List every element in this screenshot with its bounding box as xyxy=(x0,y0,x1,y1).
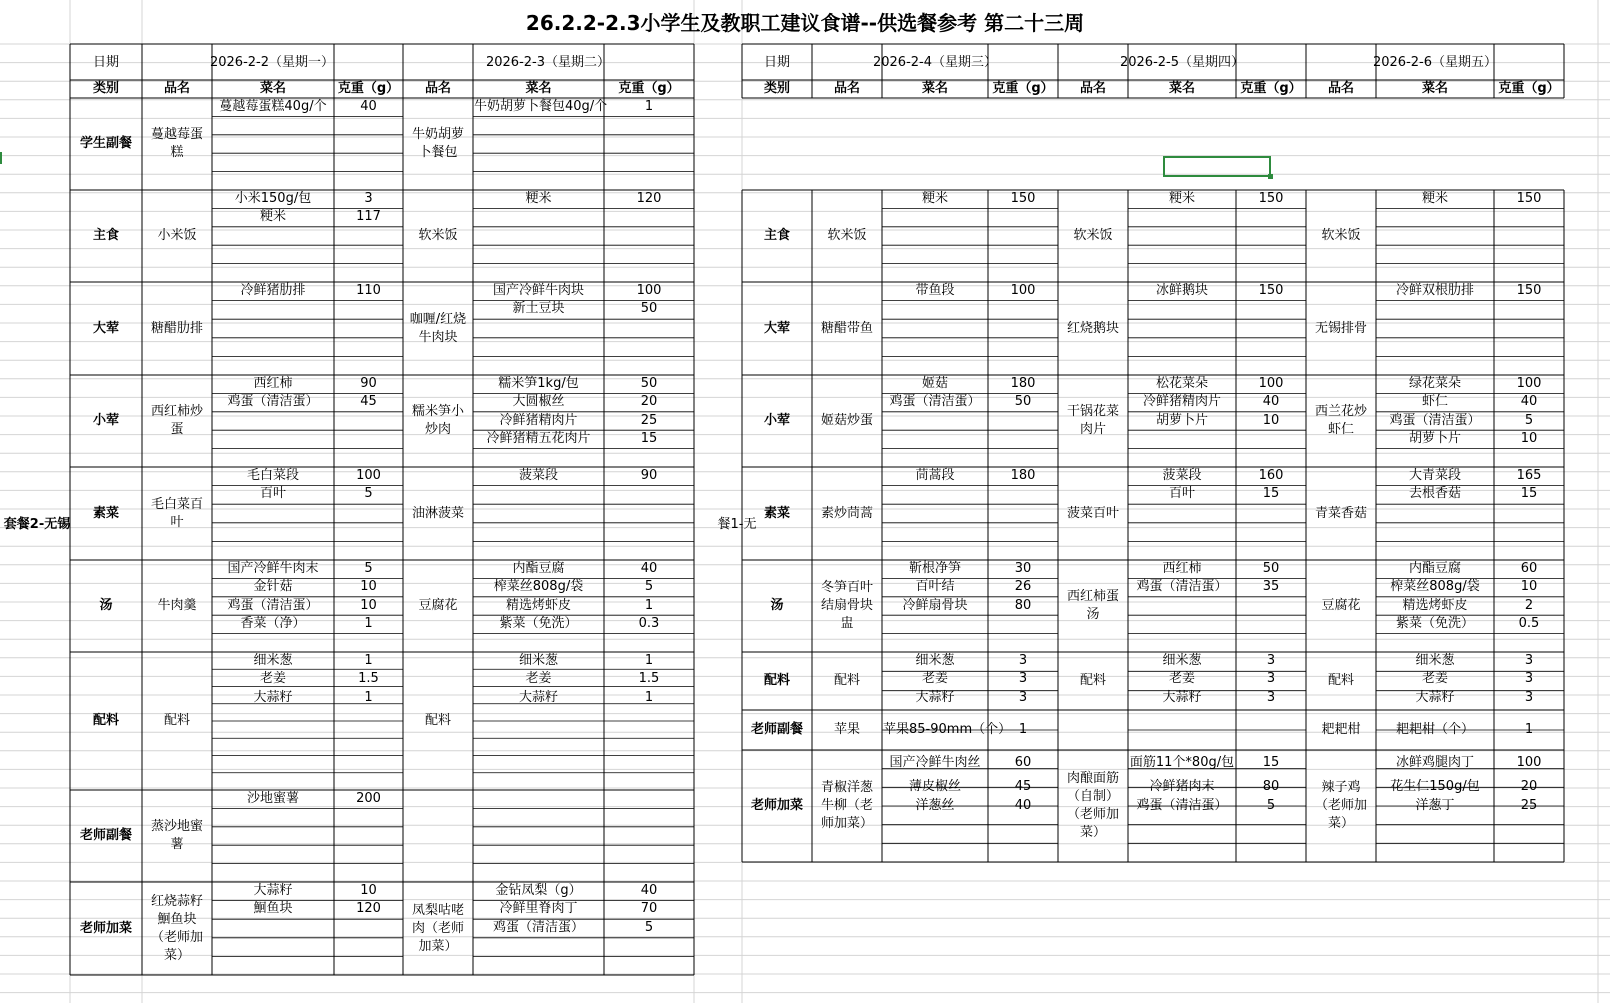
dish-cell: 西红柿蛋汤 xyxy=(1066,589,1119,622)
weight-cell: 90 xyxy=(360,376,377,391)
dish-cell: 配料 xyxy=(1327,673,1354,688)
weight-cell: 3 xyxy=(1266,689,1276,705)
weight-header: 克重（g） xyxy=(1498,81,1560,96)
ingredient-cell: 粳米 xyxy=(525,191,552,206)
ingredient-cell: 金钻凤梨（g） xyxy=(495,883,582,898)
weight-cell: 150 xyxy=(1516,283,1542,298)
weight-cell: 3 xyxy=(1018,689,1028,705)
dish-cell: 青菜香菇 xyxy=(1314,505,1367,521)
ingredient-cell: 新土豆块 xyxy=(512,301,565,317)
dish-header: 品名 xyxy=(1079,81,1107,96)
category-cell: 配料 xyxy=(763,673,790,688)
weight-cell: 40 xyxy=(640,883,658,898)
ingredient-cell: 靳根净笋 xyxy=(908,561,961,576)
weight-cell: 25 xyxy=(1520,797,1538,813)
dish-header: 品名 xyxy=(163,81,191,96)
ingredient-cell: 大蒜籽 xyxy=(1162,689,1202,705)
ingredient-cell: 国产冷鲜牛肉丝 xyxy=(889,755,981,770)
weight-cell: 45 xyxy=(360,394,377,410)
weight-cell: 3 xyxy=(1524,653,1534,668)
page-title: 26.2.2-2.3小学生及教职工建议食谱--供选餐参考 第二十三周 xyxy=(525,11,1085,35)
ingredient-cell: 苹果85-90mm（个） xyxy=(883,722,1012,737)
ingredient-cell: 蔓越莓蛋糕40g/个 xyxy=(219,99,327,114)
weight-cell: 1 xyxy=(644,99,654,114)
weight-cell: 15 xyxy=(1520,486,1538,502)
weight-cell: 160 xyxy=(1258,468,1284,483)
weight-cell: 5 xyxy=(644,579,654,595)
weight-cell: 1 xyxy=(1018,722,1028,737)
category-cell: 小荤 xyxy=(763,413,790,428)
dish-cell: 糖醋带鱼 xyxy=(820,320,873,336)
day-header: 2026-2-2（星期一） xyxy=(209,55,335,70)
weight-cell: 1.5 xyxy=(638,671,660,687)
weight-cell: 3 xyxy=(1266,653,1276,668)
ingredient-cell: 冷鲜双根肋排 xyxy=(1395,283,1474,298)
weight-cell: 3 xyxy=(1524,689,1534,705)
ingredient-cell: 带鱼段 xyxy=(915,283,955,298)
active-cell-selection[interactable] xyxy=(1163,156,1271,177)
meal1-label: 餐1-无 xyxy=(717,517,757,532)
weight-cell: 60 xyxy=(1014,755,1032,770)
weight-cell: 30 xyxy=(1014,561,1032,576)
weight-cell: 1.5 xyxy=(358,671,379,687)
ingredient-cell: 菠菜段 xyxy=(1162,468,1202,483)
dish-cell: 糖醋肋排 xyxy=(150,320,203,336)
ingredient-cell: 精选烤虾皮 xyxy=(505,597,571,613)
ingredient-cell: 花生仁150g/包 xyxy=(1390,779,1480,795)
dish-header: 品名 xyxy=(1327,81,1355,96)
dish-cell: 配料 xyxy=(163,713,190,728)
ingredient-cell: 大蒜籽 xyxy=(915,689,955,705)
category-cell: 汤 xyxy=(99,598,113,613)
weight-cell: 10 xyxy=(360,883,377,898)
weight-cell: 10 xyxy=(1262,412,1280,428)
day-header: 2026-2-6（星期五） xyxy=(1372,55,1498,70)
dish-cell: 配料 xyxy=(424,713,451,728)
row-marker xyxy=(0,152,2,164)
weight-cell: 50 xyxy=(640,301,658,317)
weight-cell: 5 xyxy=(364,561,373,576)
weight-cell: 35 xyxy=(1262,579,1280,595)
ingredient-cell: 鸡蛋（清洁蛋） xyxy=(1136,579,1228,595)
dish-cell: 牛肉羹 xyxy=(157,598,197,613)
weight-cell: 1 xyxy=(1524,722,1534,737)
ingredient-header: 菜名 xyxy=(259,81,287,96)
dish-cell: 姬菇炒蛋 xyxy=(820,413,873,428)
ingredient-cell: 茼蒿段 xyxy=(915,468,955,483)
ingredient-cell: 胡萝卜片 xyxy=(1155,412,1208,428)
weight-cell: 165 xyxy=(1516,468,1542,483)
ingredient-cell: 冰鲜鸡腿肉丁 xyxy=(1395,755,1474,770)
weight-cell: 5 xyxy=(364,486,373,502)
ingredient-cell: 鸡蛋（清洁蛋） xyxy=(1136,797,1228,813)
category-cell: 老师副餐 xyxy=(79,828,132,843)
ingredient-cell: 鸡蛋（清洁蛋） xyxy=(227,597,319,613)
weight-cell: 5 xyxy=(1266,797,1276,813)
weight-cell: 90 xyxy=(640,468,658,483)
ingredient-cell: 精选烤虾皮 xyxy=(1402,597,1468,613)
ingredient-cell: 冷鲜猪精肉片 xyxy=(499,412,578,428)
ingredient-cell: 百叶 xyxy=(1168,486,1195,502)
dish-cell: 菠菜百叶 xyxy=(1066,505,1119,521)
weight-cell: 10 xyxy=(1520,579,1538,595)
weight-cell: 100 xyxy=(1516,376,1542,391)
weight-cell: 5 xyxy=(644,919,654,935)
weight-cell: 100 xyxy=(636,283,662,298)
ingredient-cell: 粳米 xyxy=(259,209,286,225)
ingredient-cell: 鸡蛋（清洁蛋） xyxy=(889,394,981,410)
dish-cell: 辣子鸡（老师加菜） xyxy=(1314,780,1367,831)
weight-cell: 50 xyxy=(1014,394,1032,410)
ingredient-cell: 细米葱 xyxy=(253,653,293,668)
ingredient-cell: 细米葱 xyxy=(1415,653,1455,668)
weight-cell: 120 xyxy=(636,191,662,206)
category-cell: 素菜 xyxy=(92,505,119,521)
ingredient-cell: 大蒜籽 xyxy=(253,883,293,898)
weight-cell: 45 xyxy=(1014,779,1032,795)
ingredient-cell: 松花菜朵 xyxy=(1155,376,1208,391)
category-cell: 学生副餐 xyxy=(79,136,132,151)
weight-cell: 200 xyxy=(356,791,381,806)
ingredient-cell: 糯米笋1kg/包 xyxy=(498,376,579,391)
ingredient-cell: 鸡蛋（清洁蛋） xyxy=(492,919,584,935)
category-cell: 老师加菜 xyxy=(79,920,132,936)
category-cell: 汤 xyxy=(770,598,784,613)
ingredient-cell: 牛奶胡萝卜餐包40g/个 xyxy=(474,99,608,114)
dish-cell: 软米饭 xyxy=(418,228,458,243)
ingredient-cell: 冷鲜猪精五花肉片 xyxy=(486,431,591,447)
weight-cell: 10 xyxy=(360,579,377,595)
weight-header: 克重（g） xyxy=(618,81,680,96)
dish-cell: 咖喱/红烧牛肉块 xyxy=(409,311,467,345)
ingredient-cell: 冷鲜猪肋排 xyxy=(240,283,306,298)
weight-cell: 0.3 xyxy=(638,616,660,632)
ingredient-cell: 大蒜籽 xyxy=(1415,689,1455,705)
weight-header: 克重（g） xyxy=(337,81,400,96)
dish-cell: 冬笋百叶结扇骨块盅 xyxy=(820,580,873,631)
ingredient-cell: 内酯豆腐 xyxy=(1408,561,1461,576)
weight-cell: 1 xyxy=(364,616,373,632)
ingredient-cell: 榨菜丝808g/袋 xyxy=(493,579,584,595)
dish-cell: 毛白菜百叶 xyxy=(150,496,203,530)
ingredient-cell: 冰鲜鹅块 xyxy=(1155,283,1208,298)
ingredient-cell: 百叶结 xyxy=(915,579,955,595)
weight-cell: 40 xyxy=(360,99,377,114)
day-header: 2026-2-3（星期二） xyxy=(485,55,611,70)
ingredient-cell: 冷鲜猪精肉片 xyxy=(1142,394,1221,410)
weight-cell: 50 xyxy=(640,376,658,391)
dish-header: 品名 xyxy=(424,81,452,96)
ingredient-cell: 老姜 xyxy=(259,671,286,687)
weight-cell: 70 xyxy=(640,901,658,917)
weight-header: 克重（g） xyxy=(992,81,1054,96)
dish-cell: 凤梨咕咾肉（老师加菜） xyxy=(411,902,464,954)
dish-cell: 西红柿炒蛋 xyxy=(150,404,203,437)
weight-cell: 20 xyxy=(640,394,658,410)
weight-header: 克重（g） xyxy=(1240,81,1302,96)
weight-cell: 150 xyxy=(1258,283,1284,298)
weight-cell: 1 xyxy=(364,689,373,705)
weight-cell: 150 xyxy=(1258,191,1284,206)
ingredient-cell: 耙耙柑（个） xyxy=(1395,722,1474,737)
ingredient-cell: 毛白菜段 xyxy=(246,468,299,483)
ingredient-cell: 西红柿 xyxy=(1162,561,1202,576)
ingredient-cell: 粳米 xyxy=(921,191,948,206)
ingredient-cell: 洋葱丝 xyxy=(915,797,955,813)
ingredient-cell: 紫菜（免洗） xyxy=(1395,616,1474,632)
ingredient-cell: 老姜 xyxy=(1421,671,1448,687)
dish-cell: 配料 xyxy=(833,673,860,688)
ingredient-cell: 薄皮椒丝 xyxy=(908,779,961,795)
ingredient-cell: 香菜（净） xyxy=(240,616,306,632)
ingredient-header: 菜名 xyxy=(1168,81,1196,96)
dish-cell: 豆腐花 xyxy=(418,598,458,613)
weight-cell: 1 xyxy=(364,653,373,668)
ingredient-cell: 国产冷鲜牛肉块 xyxy=(492,283,584,298)
dish-cell: 青椒洋葱牛柳（老师加菜） xyxy=(820,780,873,831)
ingredient-cell: 细米葱 xyxy=(915,653,955,668)
dish-cell: 油淋菠菜 xyxy=(411,505,464,521)
category-cell: 配料 xyxy=(92,713,119,728)
weight-cell: 117 xyxy=(356,209,381,225)
ingredient-cell: 冷鲜里脊肉丁 xyxy=(499,901,578,917)
weight-cell: 1 xyxy=(644,597,654,613)
weight-cell: 3 xyxy=(1524,671,1534,687)
weight-cell: 40 xyxy=(640,561,658,576)
weight-cell: 120 xyxy=(356,901,381,917)
ingredient-cell: 国产冷鲜牛肉末 xyxy=(227,561,319,576)
day-header: 2026-2-4（星期三） xyxy=(872,55,998,70)
fill-handle[interactable] xyxy=(1268,174,1273,179)
dish-cell: 软米饭 xyxy=(1073,228,1113,243)
weight-cell: 110 xyxy=(356,283,381,298)
dish-cell: 素炒茼蒿 xyxy=(820,505,873,521)
weight-cell: 150 xyxy=(1010,191,1036,206)
dish-cell: 蔓越莓蛋糕 xyxy=(150,127,203,160)
dish-cell: 红烧蒜籽鮰鱼块（老师加菜） xyxy=(150,893,203,963)
ingredient-cell: 西红柿 xyxy=(253,376,293,391)
date-header: 日期 xyxy=(92,55,120,70)
weight-cell: 25 xyxy=(640,412,658,428)
dish-cell: 糯米笋小炒肉 xyxy=(411,404,464,437)
dish-cell: 软米饭 xyxy=(1321,228,1361,243)
weight-cell: 0.5 xyxy=(1518,616,1540,632)
ingredient-cell: 虾仁 xyxy=(1421,394,1448,410)
dish-cell: 小米饭 xyxy=(157,228,197,243)
ingredient-cell: 金针菇 xyxy=(253,579,293,595)
ingredient-cell: 内酯豆腐 xyxy=(512,561,565,576)
ingredient-cell: 胡萝卜片 xyxy=(1408,431,1461,447)
dish-cell: 蒸沙地蜜薯 xyxy=(150,819,203,852)
dish-cell: 软米饭 xyxy=(827,228,867,243)
ingredient-cell: 细米葱 xyxy=(518,653,558,668)
weight-cell: 3 xyxy=(364,191,373,206)
weight-cell: 2 xyxy=(1524,597,1534,613)
ingredient-cell: 鸡蛋（清洁蛋） xyxy=(1389,412,1481,428)
weight-cell: 1 xyxy=(644,689,654,705)
weight-cell: 1 xyxy=(644,653,654,668)
day-header: 2026-2-5（星期四） xyxy=(1119,55,1245,70)
ingredient-cell: 大青菜段 xyxy=(1408,468,1461,483)
ingredient-cell: 鮰鱼块 xyxy=(253,901,293,917)
ingredient-cell: 鸡蛋（清洁蛋） xyxy=(227,394,319,410)
category-cell: 大荤 xyxy=(92,320,119,336)
weight-cell: 10 xyxy=(360,597,377,613)
ingredient-cell: 粳米 xyxy=(1168,191,1195,206)
ingredient-cell: 绿花菜朵 xyxy=(1408,376,1461,391)
category-header: 类别 xyxy=(763,81,791,96)
ingredient-cell: 老姜 xyxy=(921,671,948,687)
dish-header: 品名 xyxy=(833,81,861,96)
dish-cell: 干锅花菜肉片 xyxy=(1066,404,1119,437)
ingredient-cell: 去根香菇 xyxy=(1408,486,1461,502)
weight-cell: 100 xyxy=(356,468,381,483)
ingredient-header: 菜名 xyxy=(525,81,552,96)
dish-cell: 耙耙柑 xyxy=(1321,722,1361,737)
weight-cell: 100 xyxy=(1258,376,1284,391)
ingredient-cell: 大圆椒丝 xyxy=(512,394,565,410)
weight-cell: 40 xyxy=(1262,394,1280,410)
weight-cell: 80 xyxy=(1262,779,1280,795)
ingredient-header: 菜名 xyxy=(921,81,949,96)
dish-cell: 肉酿面筋（自制）（老师加菜） xyxy=(1066,771,1119,840)
ingredient-cell: 粳米 xyxy=(1421,191,1448,206)
weight-cell: 10 xyxy=(1520,431,1538,447)
weight-cell: 40 xyxy=(1520,394,1538,410)
ingredient-cell: 百叶 xyxy=(259,486,286,502)
dish-cell: 西兰花炒虾仁 xyxy=(1314,404,1367,437)
ingredient-cell: 面筋11个*80g/包 xyxy=(1129,755,1235,770)
dish-cell: 无锡排骨 xyxy=(1314,320,1367,336)
ingredient-cell: 菠菜段 xyxy=(518,468,558,483)
weight-cell: 180 xyxy=(1010,376,1036,391)
weight-cell: 20 xyxy=(1520,779,1538,795)
ingredient-cell: 姬菇 xyxy=(921,376,948,391)
ingredient-cell: 老姜 xyxy=(525,671,552,687)
weight-cell: 40 xyxy=(1014,797,1032,813)
ingredient-cell: 榨菜丝808g/袋 xyxy=(1390,579,1480,595)
ingredient-cell: 冷鲜扇骨块 xyxy=(902,597,968,613)
dish-cell: 牛奶胡萝卜餐包 xyxy=(411,127,464,160)
ingredient-cell: 洋葱丁 xyxy=(1415,797,1455,813)
weight-cell: 15 xyxy=(1262,755,1280,770)
weight-cell: 150 xyxy=(1516,191,1542,206)
weight-cell: 5 xyxy=(1524,412,1534,428)
category-cell: 大荤 xyxy=(763,320,790,336)
dish-cell: 豆腐花 xyxy=(1321,598,1361,613)
category-cell: 主食 xyxy=(92,228,119,243)
dish-cell: 配料 xyxy=(1079,673,1106,688)
dish-cell: 苹果 xyxy=(833,722,860,737)
date-header: 日期 xyxy=(763,55,791,70)
weight-cell: 100 xyxy=(1516,755,1542,770)
weight-cell: 100 xyxy=(1010,283,1036,298)
category-header: 类别 xyxy=(92,81,120,96)
ingredient-header: 菜名 xyxy=(1421,81,1449,96)
weight-cell: 180 xyxy=(1010,468,1036,483)
category-cell: 老师副餐 xyxy=(750,722,803,737)
category-cell: 主食 xyxy=(763,228,790,243)
ingredient-cell: 紫菜（免洗） xyxy=(499,616,578,632)
category-cell: 老师加菜 xyxy=(750,798,803,813)
weight-cell: 3 xyxy=(1266,671,1276,687)
dish-cell: 红烧鹅块 xyxy=(1066,320,1119,336)
category-cell: 小荤 xyxy=(92,413,119,428)
ingredient-cell: 老姜 xyxy=(1168,671,1195,687)
weight-cell: 3 xyxy=(1018,671,1028,687)
weight-cell: 80 xyxy=(1014,597,1032,613)
ingredient-cell: 小米150g/包 xyxy=(234,191,312,206)
weight-cell: 15 xyxy=(1262,486,1280,502)
weight-cell: 3 xyxy=(1018,653,1028,668)
ingredient-cell: 沙地蜜薯 xyxy=(246,791,299,806)
category-cell: 素菜 xyxy=(763,505,790,521)
ingredient-cell: 大蒜籽 xyxy=(253,689,293,705)
ingredient-cell: 大蒜籽 xyxy=(518,689,558,705)
weight-cell: 15 xyxy=(640,431,658,447)
weight-cell: 26 xyxy=(1014,579,1032,595)
weight-cell: 60 xyxy=(1520,561,1538,576)
ingredient-cell: 细米葱 xyxy=(1162,653,1202,668)
meal2-label: 套餐2-无锡 xyxy=(3,517,71,532)
ingredient-cell: 冷鲜猪肉末 xyxy=(1149,779,1215,795)
weight-cell: 50 xyxy=(1262,561,1280,576)
